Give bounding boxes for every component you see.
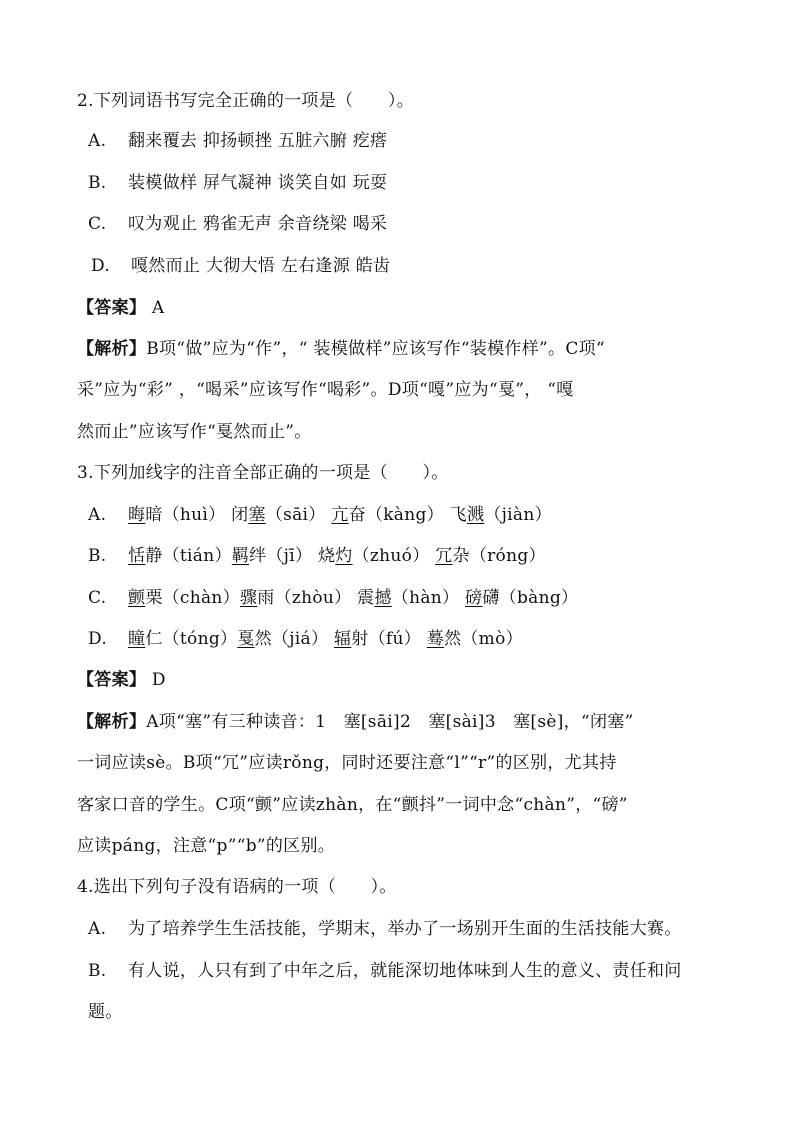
option-letter: A. xyxy=(88,131,107,151)
underlined-character: 辐 xyxy=(333,629,352,649)
q4-option-b-continued: 题。 xyxy=(88,1002,123,1022)
underlined-character: 撼 xyxy=(374,588,392,608)
analysis-label: 【解析】 xyxy=(77,339,147,359)
option-text-segment: 绊（jī） 烧 xyxy=(249,546,336,566)
underlined-character: 灼 xyxy=(335,546,353,566)
q3-option-b xyxy=(88,545,546,567)
analysis-text: A项“塞”有三种读音：1 塞[sāi]2 塞[sài]3 塞[sè]，“闭塞” xyxy=(146,712,634,732)
underlined-character: 恬 xyxy=(128,546,146,566)
q3-option-d xyxy=(88,628,523,650)
q4-option-b xyxy=(88,960,682,982)
option-text-segment: 暗（huì） 闭 xyxy=(145,505,249,525)
underlined-character: 溅 xyxy=(466,505,485,525)
option-text-segment: 仁（tóng） xyxy=(145,629,238,649)
option-text-segment: 栗（chàn） xyxy=(145,588,240,608)
underlined-character: 蓦 xyxy=(426,629,445,649)
q2-option-b xyxy=(88,172,387,194)
q3-option-a xyxy=(88,504,552,526)
underlined-character: 颤 xyxy=(128,588,146,608)
option-text: 翻来覆去 抑扬顿挫 五脏六腑 疙瘩 xyxy=(128,131,388,151)
underlined-character: 羁 xyxy=(231,546,250,566)
analysis-label: 【解析】 xyxy=(77,712,147,732)
option-letter: B. xyxy=(88,961,107,981)
q2-analysis-line-1 xyxy=(77,338,605,360)
option-text: 嘎然而止 大彻大悟 左右逢源 皓齿 xyxy=(131,256,391,276)
underlined-character: 磅 xyxy=(465,588,483,608)
option-text-segment: （jiàn） xyxy=(484,505,552,525)
option-text-segment: 雨（zhòu） 震 xyxy=(257,588,375,608)
option-text-segment: 静（tián） xyxy=(145,546,232,566)
option-text: 装模做样 屏气凝神 谈笑自如 玩耍 xyxy=(128,173,388,193)
underlined-character: 亢 xyxy=(331,505,349,525)
q3-analysis-line-4: 应读páng，注意“p”“b”的区别。 xyxy=(77,836,336,856)
option-letter: C. xyxy=(88,588,107,608)
underlined-character: 瞳 xyxy=(128,629,146,649)
option-text-segment: 然（jiá） xyxy=(254,629,334,649)
option-text-segment: 杂（róng） xyxy=(452,546,546,566)
q2-analysis-line-2: 采”应为“彩” ，“喝采”应该写作“喝彩”。D项“嘎”应为“戛”， “嘎 xyxy=(77,380,574,400)
option-text-segment: （hàn） xyxy=(391,588,466,608)
option-text-segment: （zhuó） xyxy=(352,546,436,566)
answer-label: 【答案】 xyxy=(77,670,147,690)
option-text: 叹为观止 鸦雀无声 余音绕梁 喝采 xyxy=(128,214,388,234)
underlined-character: 骤 xyxy=(239,588,258,608)
option-letter: A. xyxy=(88,919,107,939)
q3-analysis-line-2: 一词应读sè。B项“冗”应读rǒng，同时还要注意“l”“r”的区别，尤其持 xyxy=(77,753,617,773)
q3-analysis-line-3: 客家口音的学生。C项“颤”应读zhàn，在“颤抖”一词中念“chàn”，“磅” xyxy=(77,795,628,815)
option-text: 有人说，人只有到了中年之后，就能深切地体味到人生的意义、责任和问 xyxy=(128,961,682,981)
option-text-segment: 然（mò） xyxy=(444,629,523,649)
answer-value: D xyxy=(151,670,166,690)
option-letter: D. xyxy=(91,256,111,276)
q2-answer xyxy=(77,297,165,319)
option-text-segment: 奋（kàng） 飞 xyxy=(348,505,467,525)
option-letter: B. xyxy=(88,173,107,193)
underlined-character: 晦 xyxy=(128,505,146,525)
underlined-character: 戛 xyxy=(237,629,255,649)
answer-label: 【答案】 xyxy=(77,298,147,318)
q4-option-a xyxy=(88,918,682,940)
q2-option-a xyxy=(88,130,387,152)
option-text: 为了培养学生生活技能，学期末，举办了一场别开生面的生活技能大赛。 xyxy=(128,919,682,939)
option-letter: B. xyxy=(88,546,107,566)
option-text-segment: （sāi） xyxy=(265,505,332,525)
q3-answer xyxy=(77,669,166,691)
underlined-character: 塞 xyxy=(248,505,266,525)
option-text-segment: 礴（bàng） xyxy=(482,588,579,608)
option-letter: C. xyxy=(88,214,107,234)
analysis-text: B项“做”应为“作”，“ 装模做样”应该写作“装模作样”。C项“ xyxy=(146,339,605,359)
q3-option-c xyxy=(88,587,578,609)
option-letter: D. xyxy=(88,629,108,649)
underlined-character: 冗 xyxy=(435,546,453,566)
q4-stem: 4.选出下列句子没有语病的一项（ ）。 xyxy=(77,877,397,897)
q2-option-c xyxy=(88,213,387,235)
q2-stem: 2.下列词语书写完全正确的一项是（ ）。 xyxy=(77,91,415,111)
q3-stem: 3.下列加线字的注音全部正确的一项是（ ）。 xyxy=(77,463,449,483)
option-letter: A. xyxy=(88,505,107,525)
q3-analysis-line-1 xyxy=(77,711,634,733)
q2-analysis-line-3: 然而止”应该写作“戛然而止”。 xyxy=(77,422,312,442)
q2-option-d xyxy=(91,255,390,277)
answer-value: A xyxy=(151,298,165,318)
option-text-segment: 射（fú） xyxy=(351,629,427,649)
